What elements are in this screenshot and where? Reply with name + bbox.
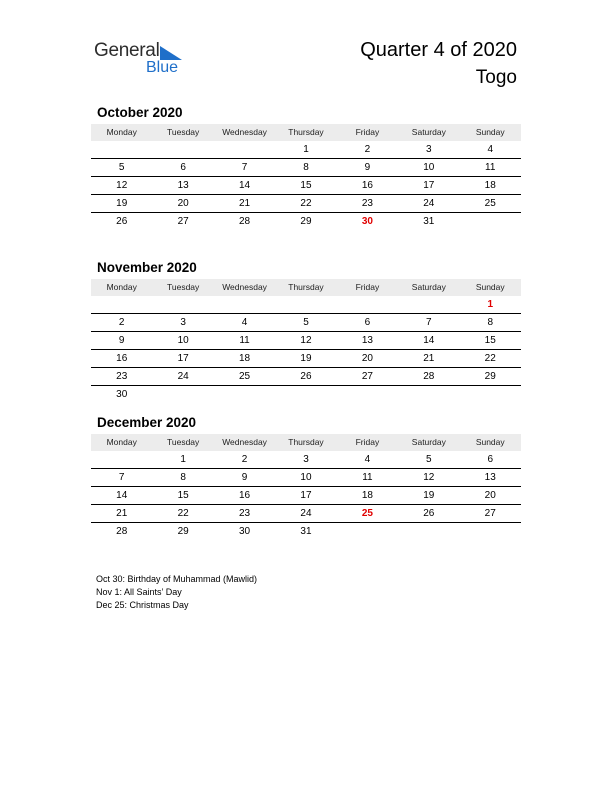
week-row	[91, 451, 521, 469]
day-cell: 23	[361, 198, 373, 209]
day-cell: 16	[361, 180, 373, 191]
day-cell: 3	[426, 144, 432, 155]
day-cell: 11	[362, 472, 373, 483]
day-cell	[152, 296, 213, 313]
week-row	[91, 296, 521, 314]
day-cell: 20	[361, 353, 373, 364]
day-cell: 24	[177, 371, 189, 382]
day-cell: 27	[484, 508, 496, 519]
day-cell: 17	[300, 490, 312, 501]
day-cell	[398, 523, 459, 540]
weekday-label: Sunday	[475, 127, 505, 137]
day-cell: 21	[423, 353, 435, 364]
day-cell: 18	[484, 180, 496, 191]
day-cell: 12	[423, 472, 435, 483]
day-cell: 2	[118, 317, 125, 328]
week-row	[91, 523, 521, 540]
holiday-note: Oct 30: Birthday of Muhammad (Mawlid)	[96, 574, 258, 584]
day-cell: 16	[116, 353, 128, 364]
month-title: November 2020	[97, 260, 197, 275]
day-cell: 28	[116, 526, 128, 537]
day-cell: 17	[177, 353, 189, 364]
day-cell: 15	[300, 180, 312, 191]
day-cell: 22	[300, 198, 312, 209]
day-cell: 5	[118, 162, 125, 173]
day-cell	[214, 296, 275, 313]
day-cell: 29	[300, 216, 312, 227]
day-cell: 7	[118, 472, 125, 483]
day-cell: 23	[116, 371, 128, 382]
weekday-header	[91, 124, 521, 141]
day-cell: 15	[484, 335, 496, 346]
day-cell: 23	[238, 508, 251, 519]
day-cell: 25	[484, 198, 496, 209]
day-cell: 24	[300, 508, 312, 519]
weekday-label: Thursday	[288, 437, 324, 447]
logo	[94, 40, 194, 80]
day-cell	[152, 141, 213, 158]
day-cell	[275, 386, 336, 403]
week-row	[91, 469, 521, 487]
month-title: October 2020	[97, 105, 183, 120]
day-cell: 20	[177, 198, 189, 209]
week-row	[91, 195, 521, 213]
day-cell: 7	[241, 162, 248, 173]
day-cell: 5	[303, 317, 309, 328]
day-cell: 6	[180, 162, 186, 173]
day-cell	[152, 386, 213, 403]
weekday-label: Monday	[106, 282, 137, 292]
day-cell: 5	[426, 454, 432, 465]
day-cell: 9	[241, 472, 248, 483]
day-cell: 9	[364, 162, 371, 173]
weekday-label: Tuesday	[166, 437, 200, 447]
month-november	[91, 259, 521, 403]
day-cell: 17	[423, 180, 435, 191]
holiday-day-cell: 1	[487, 299, 494, 310]
day-cell: 18	[361, 490, 373, 501]
day-cell	[337, 386, 398, 403]
day-cell: 21	[116, 508, 128, 519]
day-cell	[398, 296, 459, 313]
day-cell: 11	[485, 162, 496, 173]
weekday-header	[91, 279, 521, 296]
day-cell: 14	[116, 490, 128, 501]
day-cell: 15	[177, 490, 189, 501]
holiday-day-cell: 30	[361, 216, 373, 227]
day-cell: 29	[177, 526, 189, 537]
week-row	[91, 505, 521, 523]
day-cell: 4	[241, 317, 248, 328]
day-cell: 8	[303, 162, 309, 173]
day-cell: 1	[180, 454, 186, 465]
day-cell: 18	[238, 353, 251, 364]
day-cell: 25	[238, 371, 251, 382]
country-name: Togo	[475, 67, 517, 88]
day-cell: 21	[238, 198, 251, 209]
day-cell: 6	[364, 317, 371, 328]
week-row	[91, 177, 521, 195]
day-cell: 12	[300, 335, 312, 346]
logo-word-blue: Blue	[146, 59, 179, 76]
weekday-label: Thursday	[288, 127, 324, 137]
weekday-label: Friday	[355, 127, 380, 137]
weekday-label: Tuesday	[166, 127, 200, 137]
day-cell: 2	[364, 144, 371, 155]
day-cell: 13	[484, 472, 496, 483]
day-cell: 6	[487, 454, 494, 465]
day-cell	[91, 296, 152, 313]
day-cell: 14	[423, 335, 435, 346]
day-cell: 22	[177, 508, 189, 519]
day-cell	[460, 386, 521, 403]
weekday-label: Saturday	[411, 127, 446, 137]
week-row	[91, 332, 521, 350]
day-cell: 13	[361, 335, 373, 346]
day-cell: 27	[361, 371, 373, 382]
day-cell: 1	[303, 144, 309, 155]
weekday-label: Friday	[355, 437, 380, 447]
day-cell: 13	[177, 180, 189, 191]
weekday-label: Sunday	[475, 437, 505, 447]
day-cell: 4	[487, 144, 494, 155]
weekday-label: Wednesday	[222, 437, 267, 447]
week-row	[91, 487, 521, 505]
day-cell: 20	[484, 490, 496, 501]
day-cell: 28	[238, 216, 251, 227]
day-cell: 14	[238, 180, 251, 191]
week-row	[91, 159, 521, 177]
day-cell: 10	[300, 472, 312, 483]
day-cell: 3	[180, 317, 186, 328]
day-cell	[460, 213, 521, 230]
day-cell	[337, 523, 398, 540]
day-cell: 24	[423, 198, 435, 209]
day-cell: 4	[364, 454, 371, 465]
weekday-label: Wednesday	[222, 127, 267, 137]
weekday-label: Thursday	[288, 282, 324, 292]
weekday-label: Friday	[355, 282, 380, 292]
day-cell: 28	[423, 371, 435, 382]
day-cell	[91, 141, 152, 158]
month-december	[91, 414, 521, 540]
day-cell	[337, 296, 398, 313]
day-cell	[398, 386, 459, 403]
day-cell	[91, 451, 152, 468]
weekday-label: Saturday	[411, 437, 446, 447]
day-cell: 31	[300, 526, 312, 537]
day-cell: 11	[239, 335, 250, 346]
day-cell: 27	[177, 216, 189, 227]
day-cell: 8	[487, 317, 494, 328]
day-cell: 26	[116, 216, 128, 227]
month-october	[91, 104, 521, 230]
week-row	[91, 213, 521, 230]
weekday-label: Saturday	[411, 282, 446, 292]
weekday-label: Monday	[106, 437, 137, 447]
page-title: Quarter 4 of 2020	[360, 39, 517, 61]
day-cell: 16	[238, 490, 251, 501]
day-cell: 26	[423, 508, 435, 519]
week-row	[91, 141, 521, 159]
day-cell: 19	[300, 353, 312, 364]
logo-word-general: General	[94, 40, 160, 61]
day-cell: 30	[116, 389, 128, 400]
day-cell: 31	[423, 216, 435, 227]
day-cell: 8	[180, 472, 186, 483]
day-cell: 10	[423, 162, 435, 173]
weekday-header	[91, 434, 521, 451]
month-title: December 2020	[97, 415, 197, 430]
logo-triangle-icon	[160, 46, 182, 60]
weekday-label: Wednesday	[222, 282, 267, 292]
day-cell	[460, 523, 521, 540]
holiday-notes	[96, 573, 257, 612]
weekday-label: Sunday	[475, 282, 505, 292]
day-cell: 29	[484, 371, 496, 382]
week-row	[91, 350, 521, 368]
holiday-day-cell: 25	[361, 508, 373, 519]
day-cell: 7	[426, 317, 432, 328]
day-cell	[214, 141, 275, 158]
day-cell: 19	[423, 490, 435, 501]
day-cell	[275, 296, 336, 313]
holiday-note: Dec 25: Christmas Day	[96, 600, 189, 610]
day-cell	[214, 386, 275, 403]
day-cell: 12	[116, 180, 128, 191]
holiday-note: Nov 1: All Saints’ Day	[96, 587, 182, 597]
day-cell: 9	[118, 335, 125, 346]
day-cell: 3	[303, 454, 309, 465]
week-row	[91, 386, 521, 403]
day-cell: 26	[300, 371, 312, 382]
day-cell: 10	[177, 335, 189, 346]
week-row	[91, 314, 521, 332]
day-cell: 22	[484, 353, 496, 364]
day-cell: 19	[116, 198, 128, 209]
day-cell: 2	[241, 454, 248, 465]
week-row	[91, 368, 521, 386]
weekday-label: Monday	[106, 127, 137, 137]
weekday-label: Tuesday	[166, 282, 200, 292]
day-cell: 30	[238, 526, 251, 537]
